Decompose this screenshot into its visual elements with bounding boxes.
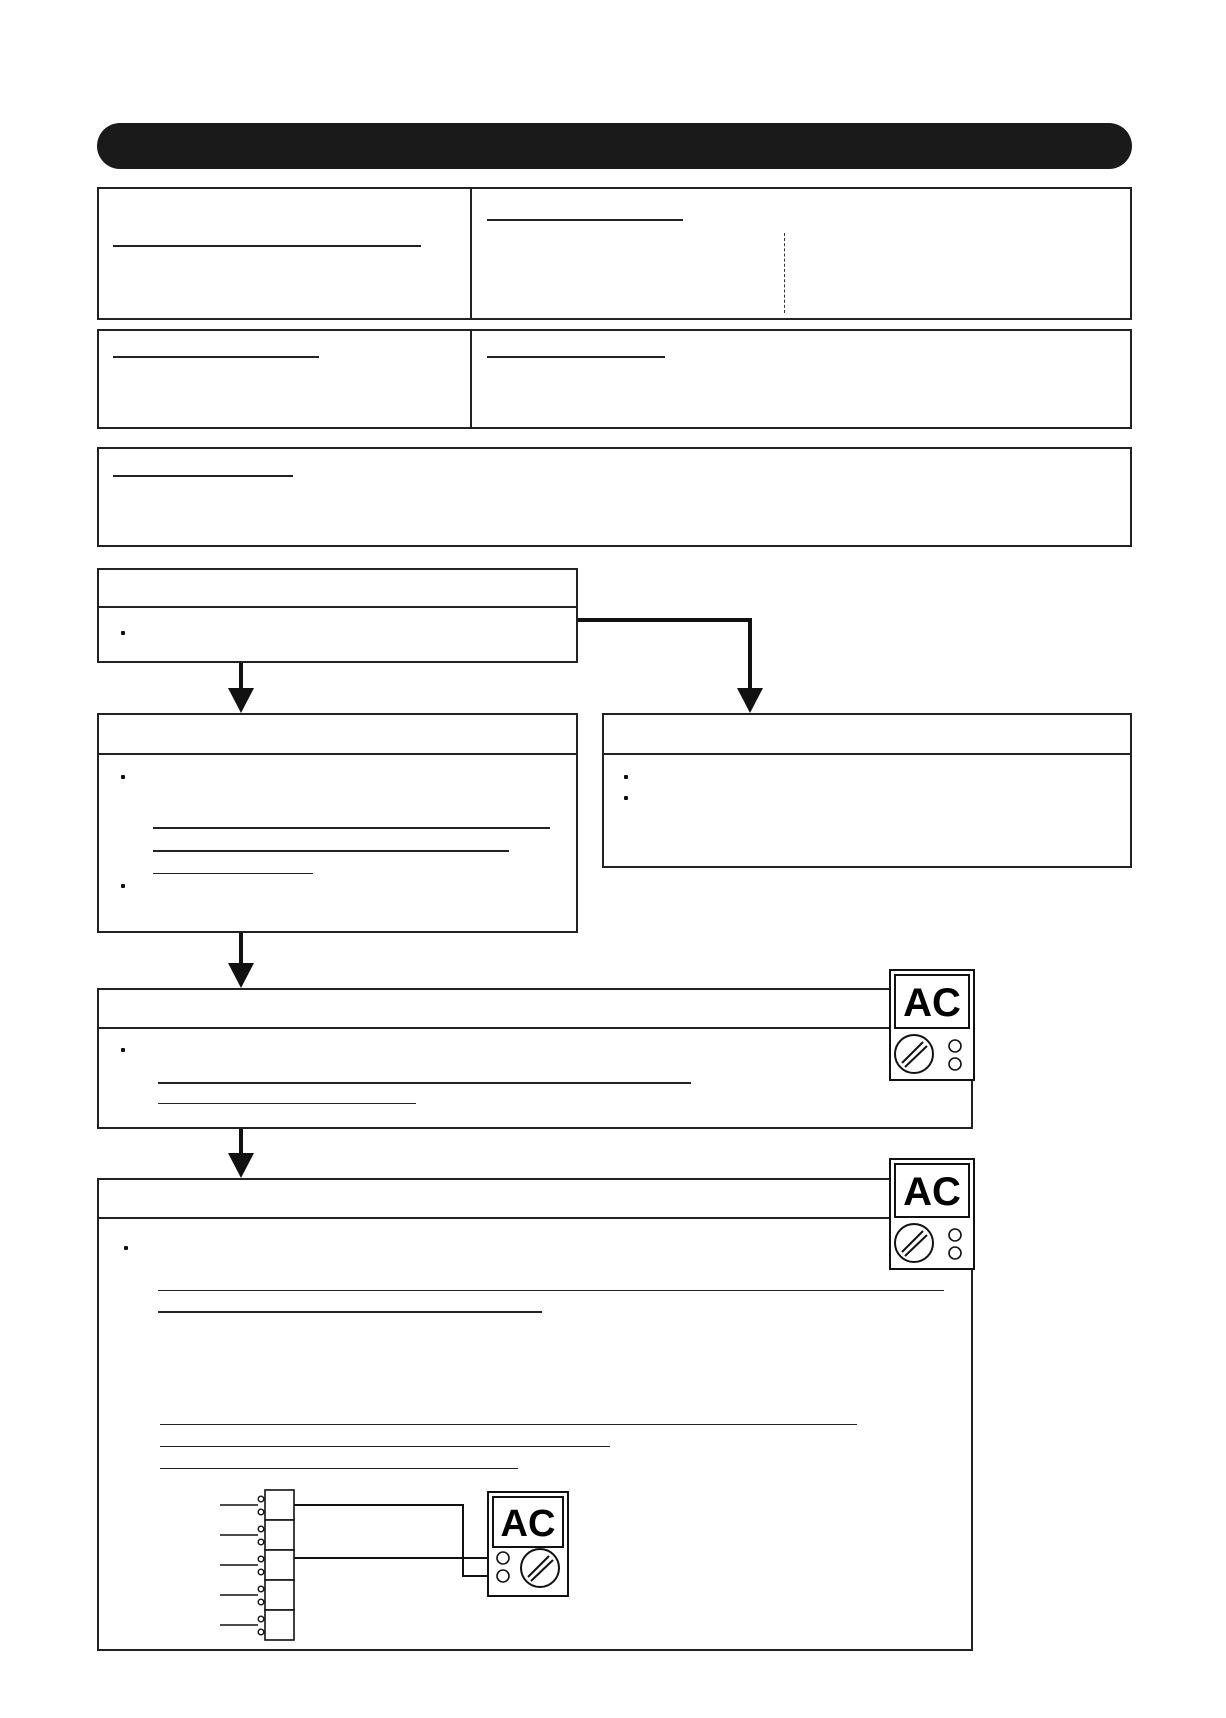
meter-label: AC — [903, 981, 961, 1025]
meter-label: AC — [500, 1503, 556, 1545]
arrow-down-icon — [737, 688, 763, 713]
ac-multimeter-icon — [488, 1492, 568, 1596]
terminal-block-icon — [265, 1490, 294, 1640]
wiring-diagram — [210, 1488, 580, 1643]
meter-label: AC — [903, 1170, 961, 1214]
connector-line — [578, 620, 750, 690]
arrow-down-icon — [228, 963, 254, 988]
arrow-down-icon — [228, 1153, 254, 1178]
arrow-down-icon — [228, 688, 254, 713]
ac-multimeter-icon — [889, 1158, 975, 1270]
ac-multimeter-icon — [889, 969, 975, 1081]
